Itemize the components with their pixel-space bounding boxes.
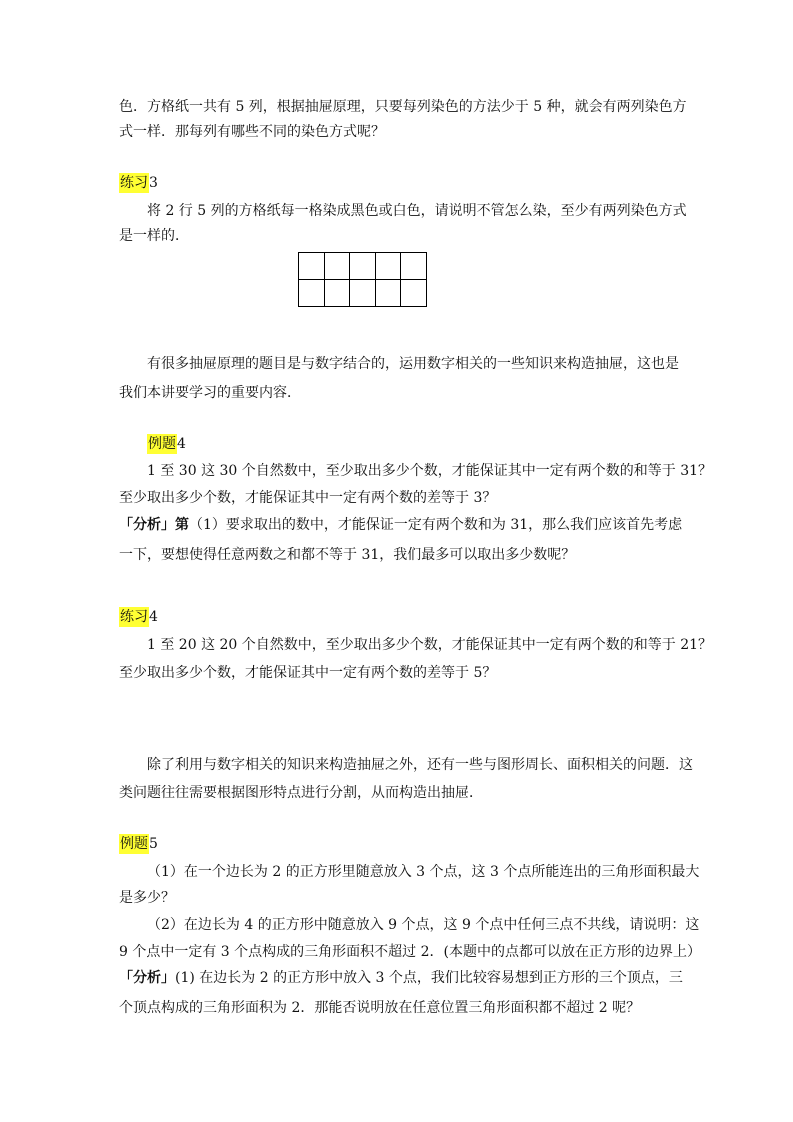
exercise-3-label: 练习 bbox=[120, 175, 148, 191]
analysis-label: 「分析」 bbox=[119, 970, 175, 986]
exercise-4-number: 4 bbox=[149, 609, 158, 625]
example-4-heading bbox=[147, 434, 186, 454]
grid-2x5 bbox=[298, 252, 427, 307]
grid-cell bbox=[350, 253, 376, 280]
example-5-q1-line2: 是多少？ bbox=[119, 890, 175, 906]
exercise-3-heading bbox=[119, 173, 158, 193]
example-4-number: 4 bbox=[177, 436, 186, 452]
exercise-4-line2: 至少取出多少个数，才能保证其中一定有两个数的差等于 5？ bbox=[119, 665, 497, 681]
grid-cell bbox=[376, 280, 402, 307]
example-5-q2-line2: 9 个点中一定有 3 个点构成的三角形面积不超过 2．(本题中的点都可以放在正方形的边界上） bbox=[119, 944, 701, 960]
intro2-line1: 除了利用与数字相关的知识来构造抽屉之外，还有一些与图形周长、面积相关的问题．这 bbox=[147, 757, 693, 773]
example-4-label: 例题 bbox=[148, 436, 176, 452]
grid-cell bbox=[376, 253, 402, 280]
example-4-analysis-line1 bbox=[119, 515, 682, 535]
exercise-3-line2: 是一样的． bbox=[119, 228, 189, 244]
exercise-3-number: 3 bbox=[149, 175, 158, 191]
example-5-heading bbox=[119, 834, 158, 854]
grid-cell bbox=[299, 280, 325, 307]
grid-cell bbox=[325, 280, 351, 307]
analysis-text: （1）要求取出的数中，才能保证一定有两个数和为 31，那么我们应该首先考虑 bbox=[189, 517, 683, 533]
example-5-q1-line1: （1）在一个边长为 2 的正方形里随意放入 3 个点，这 3 个点所能连出的三角形面积最大 bbox=[147, 864, 700, 880]
analysis-text: (1) 在边长为 2 的正方形中放入 3 个点，我们比较容易想到正方形的三个顶点，三 bbox=[175, 970, 683, 986]
exercise-3-line1: 将 2 行 5 列的方格纸每一格染成黑色或白色，请说明不管怎么染，至少有两列染色方式 bbox=[147, 203, 687, 219]
example-5-number: 5 bbox=[149, 836, 158, 852]
grid-cell bbox=[325, 253, 351, 280]
example-5-analysis-line2: 个顶点构成的三角形面积为 2．那能否说明放在任意位置三角形面积都不超过 2 呢？ bbox=[119, 1000, 641, 1016]
grid-cell bbox=[350, 280, 376, 307]
exercise-4-label: 练习 bbox=[120, 609, 148, 625]
grid-cell bbox=[401, 253, 427, 280]
exercise-4-heading bbox=[119, 607, 158, 627]
example-5-analysis-line1 bbox=[119, 968, 683, 988]
intro-line1: 有很多抽屉原理的题目是与数字结合的，运用数字相关的一些知识来构造抽屉，这也是 bbox=[147, 356, 679, 372]
example-4-line1: 1 至 30 这 30 个自然数中，至少取出多少个数，才能保证其中一定有两个数的和等于 31？ bbox=[147, 463, 713, 479]
intro2-line2: 类问题往往需要根据图形特点进行分割，从而构造出抽屉． bbox=[119, 785, 483, 801]
grid-cell bbox=[299, 253, 325, 280]
example-4-analysis-line2: 一下，要想使得任意两数之和都不等于 31，我们最多可以取出多少数呢？ bbox=[119, 547, 576, 563]
intro-line2: 我们本讲要学习的重要内容． bbox=[119, 385, 301, 401]
analysis-label: 「分析」第 bbox=[119, 517, 189, 533]
exercise-4-line1: 1 至 20 这 20 个自然数中，至少取出多少个数，才能保证其中一定有两个数的和等于 21？ bbox=[147, 637, 713, 653]
p1-line2: 式一样．那每列有哪些不同的染色方式呢？ bbox=[119, 124, 385, 140]
example-5-q2-line1: （2）在边长为 4 的正方形中随意放入 9 个点，这 9 个点中任何三点不共线，请说明：这 bbox=[147, 917, 700, 933]
grid-cell bbox=[401, 280, 427, 307]
example-5-label: 例题 bbox=[120, 836, 148, 852]
example-4-line2: 至少取出多少个数，才能保证其中一定有两个数的差等于 3？ bbox=[119, 490, 497, 506]
p1-line1: 色．方格纸一共有 5 列，根据抽屉原理，只要每列染色的方法少于 5 种，就会有两列染色方 bbox=[119, 99, 687, 115]
